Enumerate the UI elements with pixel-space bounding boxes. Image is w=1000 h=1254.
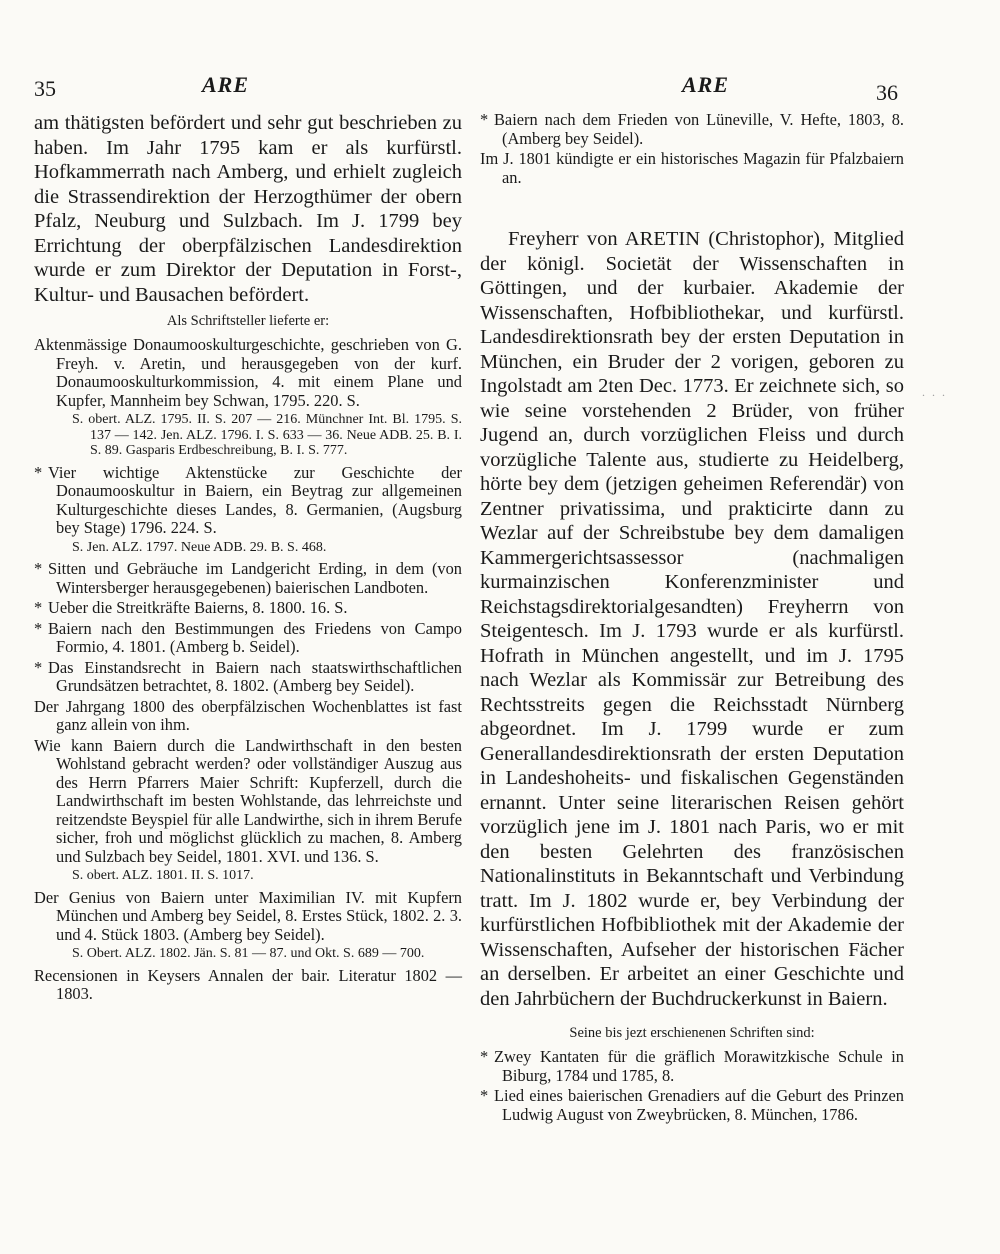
bib-entry-text: Wie kann Baiern durch die Landwirthschaft in den besten Wohlstand gebracht werden? oder vollständiger Auszug aus des Herrn Pfarrers Maier Schrift: Kupferzell, durch die Landwirthschaft im besten Wohlstande, das lehrreichste und reitzendste Beyspiel für alle Landwirthe, sich in ihrem Berufe sicher, froh und möglichst glücklich zu machen, 8. Amberg und Sulzbach bey Seidel, 1801. XVI. und 136. S. xyxy=(34,735,462,866)
bib-entry xyxy=(34,620,462,657)
bib-entry-text: Im J. 1801 kündigte er ein historisches Magazin für Pfalzbaiern an. xyxy=(480,149,904,187)
running-head-left: ARE xyxy=(202,72,250,97)
section-spacer xyxy=(480,189,904,227)
left-intro-paragraph: am thätigsten befördert und sehr gut beschrieben zu haben. Im Jahr 1795 kam er als kurfürstl. Hofkammerrath nach Amberg, und erhielt zugleich die Strassendirektion der Herzogthümer der obern Pfalz, Neuburg und Sulzbach. Im J. 1799 bey Errichtung der oberpfälzischen Landesdirektion wurde er zum Direktor der Deputation in Forst-, Kultur- und Bausachen befördert. xyxy=(34,112,462,306)
asterisk-icon: * xyxy=(34,618,43,638)
bib-entry-text: Baiern nach dem Frieden von Lüneville, V. Hefte, 1803, 8. (Amberg bey Seidel). xyxy=(494,110,904,148)
bib-entry-text: Der Jahrgang 1800 des oberpfälzischen Wochenblattes ist fast ganz allein von ihm. xyxy=(34,696,462,734)
asterisk-icon: * xyxy=(34,559,43,578)
bib-entry xyxy=(480,1048,904,1085)
asterisk-icon: * xyxy=(34,462,43,482)
bib-entry xyxy=(34,889,462,945)
bib-entry-text: Der Genius von Baiern unter Maximilian IV. mit Kupfern München und Amberg bey Seidel, 8. Erstes Stück, 1802. 2. 3. und 4. Stück 1803. (Amberg bey Seidel). xyxy=(34,887,462,944)
page-number-left: 35 xyxy=(34,76,56,101)
left-column xyxy=(34,111,462,1006)
review-note: S. Obert. ALZ. 1802. Jän. S. 81 — 87. und Okt. S. 689 — 700. xyxy=(72,946,425,961)
biography-paragraph: Freyherr von ARETIN (Christophor), Mitglied der königl. Societät der Wissenschaften in Göttingen, und der kurbaier. Akademie der Wissenschaften, Hofbibliothekar, und kurfürstl. Landesdirektionsrath bey der ersten Deputation in München, ein Bruder der 2 vorigen, geboren zu Ingolstadt am 2ten Dec. 1773. Er zeichnete sich, so wie seine vorstehenden 2 Brüder, von früher Jugend an, durch vorzüglichen Fleiss und durch vorzügliche Talente aus, studierte zu Heidelberg, hörte bey dem (jetzigen geheimen Referendär) von Zentner privatissima, und prakticirte dann zu Wezlar auf der Schreibstube bey dem damaligen Kammergerichtsassessor (nachmaligen kurmainzischen Konferenzminister und Reichstagsdirektorialgesandten) Freyherrn von Steigentesch. Im J. 1793 wurde er als kurfürstl. Hofrath in München angestellt, und im J. 1795 nach Wezlar als Kommissär zur Betreibung des Rechtsstreits gegen die Reichsstadt Nürnberg abgeordnet. Im J. 1799 wurde er zum Generallandesdirektionsrath der ersten Deputation in Landeshoheits- und fiskalischen Gegenständen ernannt. Unter seine literarischen Reisen gehört vorzüglich jene im J. 1801 nach Paris, wo er mit den besten Gelehrten des französischen Nationalinstituts in Bekanntschaft und Verbindung tratt. Im J. 1802 wurde er, bey Verbindung der kurfürstlichen Hofbibliothek mit der Akademie der Wissenschaften, Aufseher der historischen Fächer an derselben. Er arbeitet an einer Geschichte und den Jahrbüchern der Buchdruckerkunst in Baiern. xyxy=(480,228,904,1010)
review-note: S. obert. ALZ. 1801. II. S. 1017. xyxy=(72,868,254,883)
left-works-heading: Als Schriftsteller lieferte er: xyxy=(166,313,330,329)
page-header xyxy=(34,72,904,105)
bib-entry xyxy=(34,967,462,1004)
bib-entry-text: Vier wichtige Aktenstücke zur Geschichte der Donaumooskultur in Baiern, ein Beytrag zur allgemeinen Kulturgeschichte dieses Landes, 8. Germanien, (Augsburg bey Stage) 1796. 224. S. xyxy=(48,462,462,537)
bib-entry-text: Lied eines baierischen Grenadiers auf die Geburt des Prinzen Ludwig August von Zweybrücken, 8. München, 1786. xyxy=(494,1086,904,1124)
bib-entry xyxy=(34,336,462,410)
bib-entry-text: Baiern nach den Bestimmungen des Friedens von Campo Formio, 4. 1801. (Amberg b. Seidel). xyxy=(48,618,462,656)
review-note: S. Jen. ALZ. 1797. Neue ADB. 29. B. S. 468. xyxy=(72,539,327,555)
bib-entry-text: Sitten und Gebräuche im Landgericht Erding, in dem (von Wintersberger herausgegebenen) baierischen Landboten. xyxy=(48,559,462,597)
asterisk-icon: * xyxy=(480,1047,489,1066)
bib-entry-text: Aktenmässige Donaumooskulturgeschichte, geschrieben von G. Freyh. v. Aretin, und herausgegeben von der kurf. Donaumooskulturkommission, 4. mit einem Plane und Kupfer, Mannheim bey Schwan, 1795. 220. S. xyxy=(34,335,462,410)
asterisk-icon: * xyxy=(34,598,43,617)
bib-entry-text: Das Einstandsrecht in Baiern nach staatswirthschaftlichen Grundsätzen betrachtet, 8. 1802. (Amberg bey Seidel). xyxy=(48,657,462,695)
asterisk-icon: * xyxy=(480,110,489,129)
running-head-right: ARE xyxy=(682,72,730,97)
bib-entry xyxy=(480,111,904,148)
bib-entry xyxy=(480,1087,904,1124)
bib-entry xyxy=(34,698,462,735)
bib-entry xyxy=(34,737,462,867)
bib-entry xyxy=(480,150,904,187)
bib-entry xyxy=(34,659,462,696)
bib-entry xyxy=(34,560,462,597)
bib-entry-text: Zwey Kantaten für die gräflich Morawitzkische Schule in Biburg, 1784 und 1785, 8. xyxy=(494,1047,904,1085)
review-note: S. obert. ALZ. 1795. II. S. 207 — 216. Münchner Int. Bl. 1795. S. 137 — 142. Jen. ALZ. 1796. I. S. 633 — 36. Neue ADB. 25. B. I. S. 89. Gasparis Erdbeschreibung, B. I. S. 777. xyxy=(72,412,462,458)
right-works-heading: Seine bis jezt erschienenen Schriften sind: xyxy=(569,1025,815,1041)
asterisk-icon: * xyxy=(480,1086,489,1105)
bib-entry-text: Recensionen in Keysers Annalen der bair. Literatur 1802 — 1803. xyxy=(34,965,462,1003)
page-number-right: 36 xyxy=(876,80,898,105)
asterisk-icon: * xyxy=(34,657,43,677)
right-column xyxy=(480,111,904,1126)
bib-entry-text: Ueber die Streitkräfte Baierns, 8. 1800. 16. S. xyxy=(48,598,348,617)
bib-entry xyxy=(34,599,462,618)
margin-mark: . . . xyxy=(922,385,947,399)
bib-entry xyxy=(34,464,462,538)
